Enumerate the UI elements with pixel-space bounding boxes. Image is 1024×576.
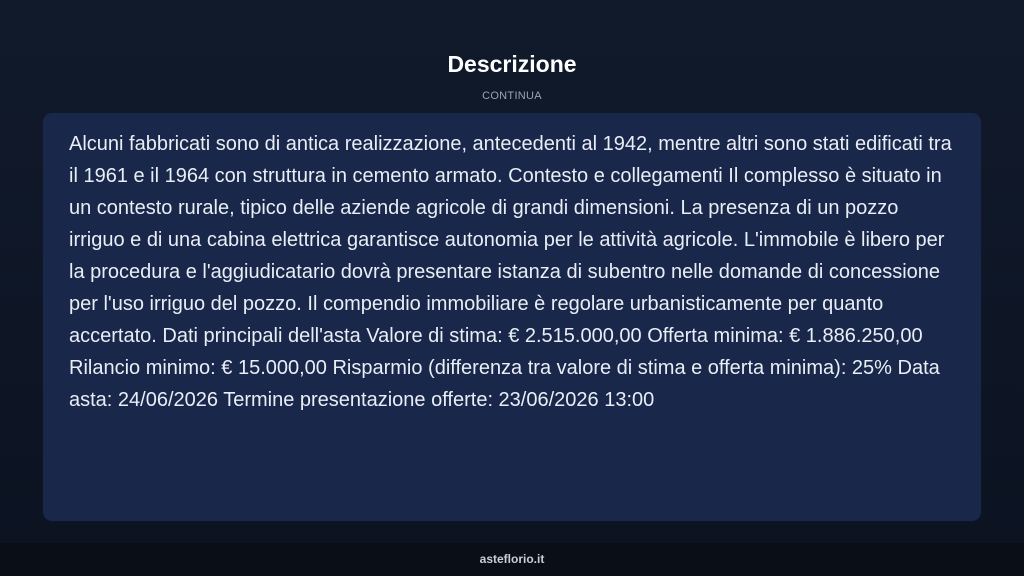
- footer-bar: [0, 543, 1024, 576]
- footer-site-label: asteflorio.it: [479, 552, 545, 566]
- description-text: Alcuni fabbricati sono di antica realizzazione, antecedenti al 1942, mentre altri sono stati edificati tra il 1961 e il 1964 con struttura in cemento armato. Contesto e collegamenti Il complesso è situato in un contesto rurale, tipico delle aziende agricole di grandi dimensioni. La presenza di un pozzo irriguo e di una cabina elettrica garantisce autonomia per le attività agricole. L'immobile è libero per la procedura e l'aggiudicatario dovrà presentare istanza di subentro nelle domande di concessione per l'uso irriguo del pozzo. Il compendio immobiliare è regolare urbanisticamente per quanto accertato. Dati principali dell'asta Valore di stima: € 2.515.000,00 Offerta minima: € 1.886.250,00 Rilancio minimo: € 15.000,00 Risparmio (differenza tra valore di stima e offerta minima): 25% Data asta: 24/06/2026 Termine presentazione offerte: 23/06/2026 13:00: [69, 133, 952, 411]
- description-panel: [43, 113, 981, 521]
- page-title: Descrizione: [447, 51, 577, 77]
- continue-link[interactable]: CONTINUA: [482, 90, 542, 102]
